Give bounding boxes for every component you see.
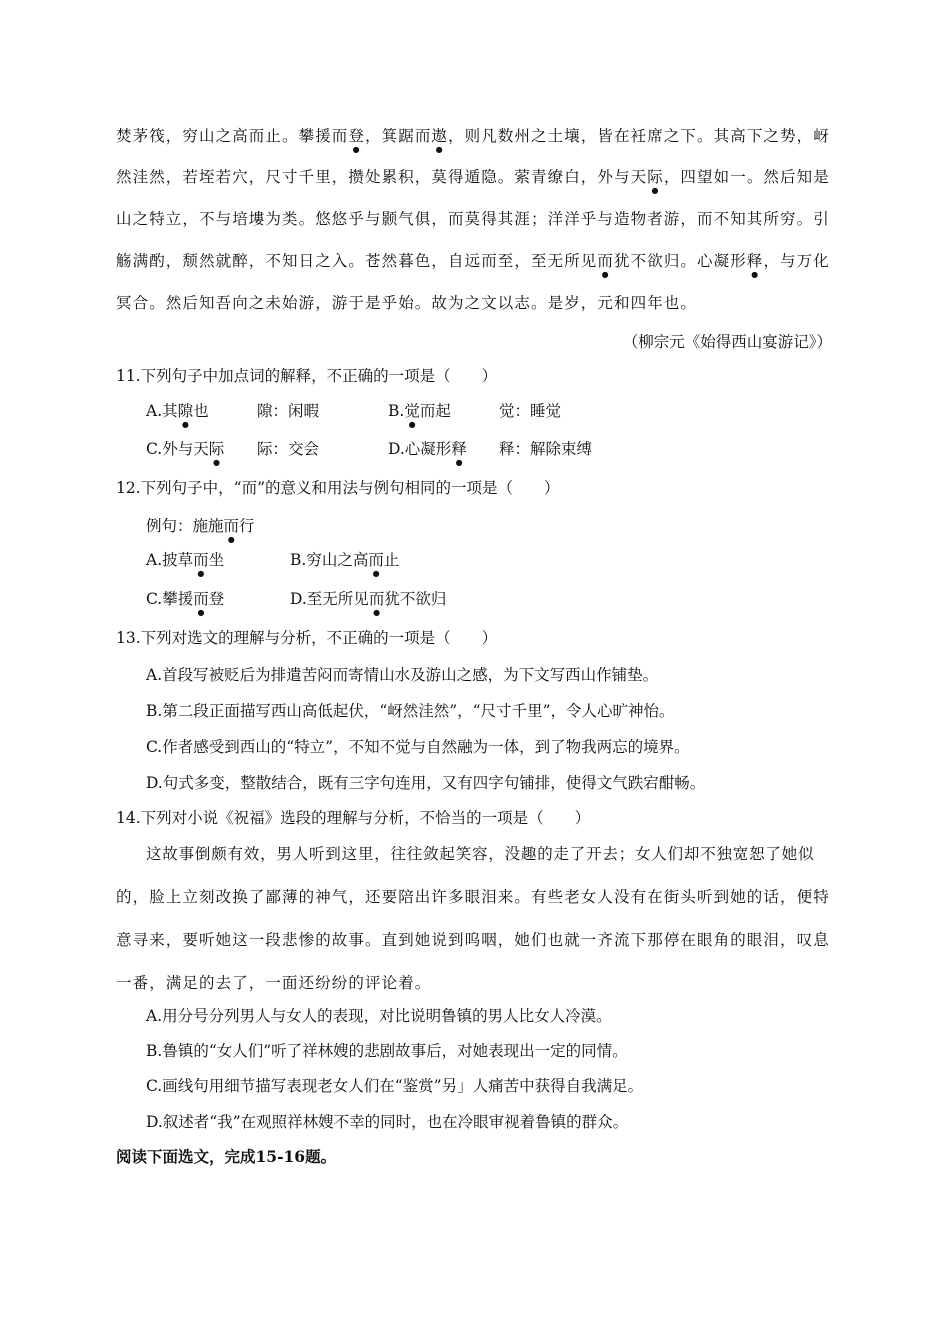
emphasized-word: 登 <box>348 127 366 145</box>
text-segment: C.攀援 <box>146 590 194 608</box>
q14-option-a[interactable]: A.用分号分列男人与女人的表现，对比说明鲁镇的男人比女人冷漠。 <box>146 1007 612 1025</box>
q13-option-d[interactable]: D.句式多变，整散结合，既有三字句连用，又有四字句铺排，使得文气跌宕酣畅。 <box>146 774 706 792</box>
emphasized-word: 际 <box>208 440 225 458</box>
question-14-stem: 14.下列对小说《祝福》选段的理解与分析，不恰当的一项是（ ） <box>116 809 591 827</box>
q14-option-d[interactable]: D.叙述者“我”在观照祥林嫂不幸的同时，也在冷眼审视着鲁镇的群众。 <box>146 1113 629 1131</box>
text-segment: 止 <box>383 551 400 569</box>
text-segment: 也 <box>193 402 209 420</box>
text-segment: 例句：施施 <box>146 517 224 535</box>
text-segment: D.至无所见 <box>290 590 369 608</box>
q13-option-b[interactable]: B.第二段正面描写西山高低起伏，“岈然洼然”，“尺寸千里”，令人心旷神怡。 <box>146 702 675 720</box>
question-11-stem: 11.下列句子中加点词的解释，不正确的一项是（ ） <box>116 367 498 385</box>
q11-option-c[interactable] <box>146 437 224 467</box>
question-12-stem: 12.下列句子中，“而”的意义和用法与例句相同的一项是（ ） <box>116 479 560 497</box>
q11-option-a[interactable] <box>146 399 209 429</box>
text-segment: 焚茅筏，穷山之高而止。攀援而 <box>116 127 349 145</box>
q12-option-c[interactable] <box>146 587 224 617</box>
text-segment: 犹不欲归。心凝形 <box>614 252 747 270</box>
text-segment: A.披草 <box>146 551 194 569</box>
passage-source: （柳宗元《始得西山宴游记》） <box>622 333 832 351</box>
text-segment: 坐 <box>208 551 225 569</box>
q11-option-b-def: 觉：睡觉 <box>499 402 562 420</box>
emphasized-word: 而 <box>597 252 615 270</box>
question-13-stem: 13.下列对选文的理解与分析，不正确的一项是（ ） <box>116 629 498 647</box>
passage-line <box>116 207 830 229</box>
text-segment: D.心凝形 <box>388 440 452 458</box>
passage-line <box>116 124 830 154</box>
text-segment: 而起 <box>419 402 451 420</box>
text-segment: ，四望如一。然后知是 <box>663 168 830 186</box>
q14-excerpt-line: 意寻来，要听她这一段悲惨的故事。直到她说到呜咽，她们也就一齐流下那停在眼角的眼泪，叹息 <box>116 931 830 949</box>
q11-option-a-def: 隙：闲暇 <box>257 402 320 420</box>
passage-line <box>116 249 830 279</box>
passage-line <box>116 291 697 313</box>
q13-option-a[interactable]: A.首段写被贬后为排遣苦闷而寄情山水及游山之感，为下文写西山作铺垫。 <box>146 666 659 684</box>
emphasized-word: 而 <box>223 517 240 535</box>
text-segment: B. <box>388 402 405 420</box>
text-segment: C.外与天 <box>146 440 209 458</box>
section-heading: 阅读下面选文，完成15-16题。 <box>116 1147 337 1166</box>
q11-option-d[interactable] <box>388 437 467 467</box>
q14-excerpt-line: 这故事倒颇有效，男人听到这里，往往敛起笑容，没趣的走了开去；女人们却不独宽恕了她似 <box>146 845 815 863</box>
emphasized-word: 而 <box>368 551 384 569</box>
passage-line <box>116 165 830 195</box>
text-segment: 山之特立，不与培塿为类。悠悠乎与颢气俱，而莫得其涯；洋洋乎与造物者游，而不知其所穷。引 <box>116 210 830 228</box>
q11-option-c-def: 际：交会 <box>257 440 320 458</box>
emphasized-word: 释 <box>451 440 467 458</box>
text-segment: 然洼然，若垤若穴，尺寸千里，攒处累积，莫得遁隐。萦青缭白，外与天 <box>116 168 648 186</box>
emphasized-word: 而 <box>368 590 385 608</box>
q14-excerpt-line: 的，脸上立刻改换了鄙薄的神气，还要陪出许多眼泪来。有些老女人没有在街头听到她的话，便特 <box>116 888 830 906</box>
emphasized-word: 隙 <box>177 402 194 420</box>
emphasized-word: 际 <box>647 168 664 186</box>
q12-example <box>146 514 255 544</box>
text-segment: 犹不欲归 <box>384 590 447 608</box>
q13-option-c[interactable]: C.作者感受到西山的“特立”，不知不觉与自然融为一体，到了物我两忘的境界。 <box>146 738 690 756</box>
emphasized-word: 释 <box>746 252 764 270</box>
q14-option-c[interactable]: C.画线句用细节描写表现老女人们在“鉴赏”另」人痛苦中获得自我满足。 <box>146 1077 644 1095</box>
text-segment: B.穷山之高 <box>290 551 369 569</box>
text-segment: 行 <box>239 517 255 535</box>
text-segment: 觞满酌，颓然就醉，不知日之入。苍然暮色，自远而至，至无所见 <box>116 252 598 270</box>
q12-option-d[interactable] <box>290 587 446 617</box>
text-segment: 登 <box>208 590 225 608</box>
text-segment: ，箕踞而 <box>365 127 432 145</box>
emphasized-word: 而 <box>193 590 209 608</box>
text-segment: ，则凡数州之土壤，皆在衽席之下。其高下之势，岈 <box>448 127 830 145</box>
q14-option-b[interactable]: B.鲁镇的“女人们”听了祥林嫂的悲剧故事后，对她表现出一定的同情。 <box>146 1042 628 1060</box>
q14-excerpt-line: 一番，满足的去了，一面还纷纷的评论着。 <box>116 974 432 992</box>
text-segment: ，与万化 <box>763 252 830 270</box>
q12-option-a[interactable] <box>146 548 224 578</box>
text-segment: A.其 <box>146 402 178 420</box>
q11-option-b[interactable] <box>388 399 451 429</box>
emphasized-word: 觉 <box>404 402 420 420</box>
text-segment: 冥合。然后知吾向之未始游，游于是乎始。故为之文以志。是岁，元和四年也。 <box>116 294 698 312</box>
emphasized-word: 而 <box>193 551 209 569</box>
emphasized-word: 遨 <box>431 127 449 145</box>
q11-option-d-def: 释：解除束缚 <box>499 440 593 458</box>
q12-option-b[interactable] <box>290 548 399 578</box>
